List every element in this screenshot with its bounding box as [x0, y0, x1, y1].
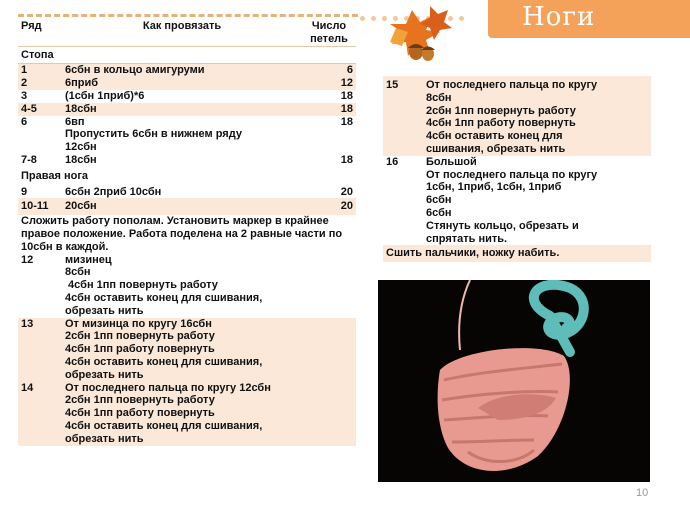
- table-row: [18, 198, 356, 215]
- row-count: 18: [340, 153, 353, 166]
- table-row: [18, 186, 356, 199]
- row-number: 9: [21, 185, 28, 198]
- row-instructions: 6сбн в кольцо амигуруми: [65, 64, 205, 77]
- row-number: 6: [21, 115, 28, 128]
- row-count: [302, 382, 356, 446]
- page-title: Ноги: [522, 2, 596, 32]
- page-number: 10: [636, 487, 649, 499]
- table-row: [18, 116, 356, 154]
- row-count: 6: [346, 64, 353, 77]
- autumn-leaves-acorn-icon: [382, 2, 454, 64]
- row-count: 12: [340, 77, 353, 90]
- row-number: 3: [21, 89, 28, 102]
- table-row: [18, 64, 356, 77]
- section-row: [18, 167, 356, 186]
- row-count: [302, 254, 356, 318]
- note-row: [18, 215, 356, 253]
- header-dashed-line: [18, 14, 358, 17]
- table-row: [18, 382, 356, 446]
- row-instructions: Большой От последнего пальца по кругу 1сбн, 1приб, 1сбн, 1приб 6сбн 6сбн Стянуть кольцо, обрезать и спрятать нить.: [426, 155, 598, 245]
- row-number: 10-11: [21, 200, 49, 213]
- header-row: Ряд: [21, 20, 42, 32]
- row-instructions: 6вп Пропустить 6сбн в нижнем ряду 12сбн: [65, 115, 242, 154]
- header-how: Как провязать: [142, 20, 222, 32]
- table-row: [18, 103, 356, 116]
- section-foot-label: Стопа: [21, 48, 54, 61]
- header-count: Число петель: [310, 20, 348, 45]
- footer-row: [383, 245, 651, 262]
- row-number: 7-8: [21, 153, 37, 166]
- right-pattern-table: [383, 76, 651, 262]
- crochet-foot-image: [378, 280, 650, 482]
- row-instructions: 6приб: [65, 77, 99, 90]
- row-count: 20: [340, 200, 353, 213]
- row-count: 18: [340, 102, 353, 115]
- row-instructions: 20сбн: [65, 200, 97, 213]
- row-number: 14: [21, 381, 34, 394]
- row-instructions: (1сбн 1приб)*6: [65, 89, 145, 102]
- section-right-label: Правая нога: [21, 169, 89, 182]
- row-instructions: От последнего пальца по кругу 8сбн 2сбн 1пп повернуть работу 4сбн 1пп работу повернуть 4сбн оставить конец для сшивания, обрезать нить: [426, 79, 598, 155]
- row-count: 18: [340, 89, 353, 102]
- table-row: [18, 154, 356, 167]
- row-instructions: 18сбн: [65, 153, 97, 166]
- table-row: [18, 318, 356, 382]
- row-instructions: мизинец 8сбн 4сбн 1пп повернуть работу 4сбн оставить конец для сшивания, обрезать нить: [65, 253, 263, 317]
- table-row: [18, 90, 356, 103]
- row-number: 1: [21, 64, 28, 77]
- row-count: [629, 156, 651, 246]
- table-header: [18, 20, 356, 46]
- note-text: Сложить работу пополам. Установить маркер в крайнее правое положение. Работа поделена на 2 равные части по 10сбн в каждой.: [21, 215, 343, 253]
- row-count: [302, 318, 356, 382]
- table-row: [18, 77, 356, 90]
- row-number: 13: [21, 317, 34, 330]
- row-count: [629, 76, 651, 156]
- footer-text: Сшить пальчики, ножку набить.: [386, 247, 560, 260]
- row-number: 16: [386, 155, 399, 168]
- table-row: [383, 76, 651, 156]
- table-row: [383, 156, 651, 246]
- table-row: [18, 254, 356, 318]
- row-instructions: От последнего пальца по кругу 12сбн 2сбн 1пп повернуть работу 4сбн 1пп работу повернуть 4сбн оставить конец для сшивания, обрезать нить: [65, 381, 271, 445]
- title-banner: [488, 0, 690, 38]
- row-number: 4-5: [21, 102, 37, 115]
- row-instructions: 18сбн: [65, 102, 97, 115]
- crochet-foot-photo: [378, 280, 650, 482]
- row-count: 18: [340, 115, 353, 128]
- row-number: 12: [21, 253, 34, 266]
- left-pattern-table: [18, 20, 356, 446]
- row-instructions: От мизинца по кругу 16сбн 2сбн 1пп повернуть работу 4сбн 1пп работу повернуть 4сбн оставить конец для сшивания, обрезать нить: [65, 317, 263, 381]
- section-row: [18, 46, 356, 64]
- row-number: 2: [21, 77, 28, 90]
- row-number: 15: [386, 79, 399, 91]
- row-count: 20: [340, 185, 353, 198]
- row-instructions: 6сбн 2приб 10сбн: [65, 185, 162, 198]
